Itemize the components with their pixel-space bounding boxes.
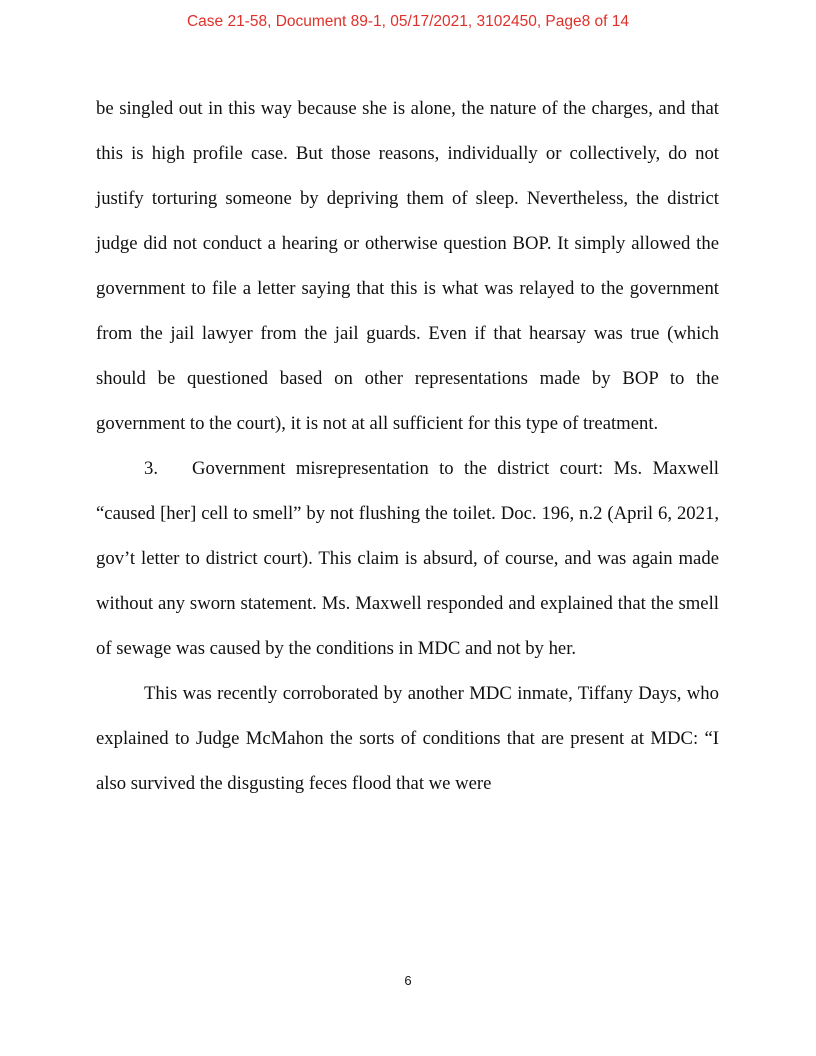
case-header-stamp: Case 21-58, Document 89-1, 05/17/2021, 3102450, Page8 of 14 (186, 13, 630, 30)
paragraph-corroboration: This was recently corroborated by another MDC inmate, Tiffany Days, who explained to Judge McMahon the sorts of conditions that are present at MDC: “I also survived the disgusting feces flood that we were (96, 683, 719, 794)
paragraph-continuation: be singled out in this way because she is alone, the nature of the charges, and that this is high profile case. But those reasons, individually or collectively, do not justify torturing someone by depriving them of sleep. Nevertheless, the district judge did not conduct a hearing or otherwise question BOP. It simply allowed the government to file a letter saying that this is what was relayed to the government from the jail lawyer from the jail guards. Even if that hearsay was true (which should be questioned based on other representations made by BOP to the government to the court), it is not at all sufficient for this type of treatment. (96, 98, 719, 434)
page-number: 6 (404, 973, 412, 988)
paragraph-text: Government misrepresentation to the district court: Ms. Maxwell “caused [her] cell to smell” by not flushing the toilet. Doc. 196, n.2 (April 6, 2021, gov’t letter to district court). This claim is absurd, of course, and was again made without any sworn statement. Ms. Maxwell responded and explained that the smell of sewage was caused by the conditions in MDC and not by her. (96, 458, 719, 659)
paragraph-number: 3. (144, 458, 159, 479)
numbered-paragraph-3 (96, 446, 719, 671)
document-body (96, 86, 719, 806)
